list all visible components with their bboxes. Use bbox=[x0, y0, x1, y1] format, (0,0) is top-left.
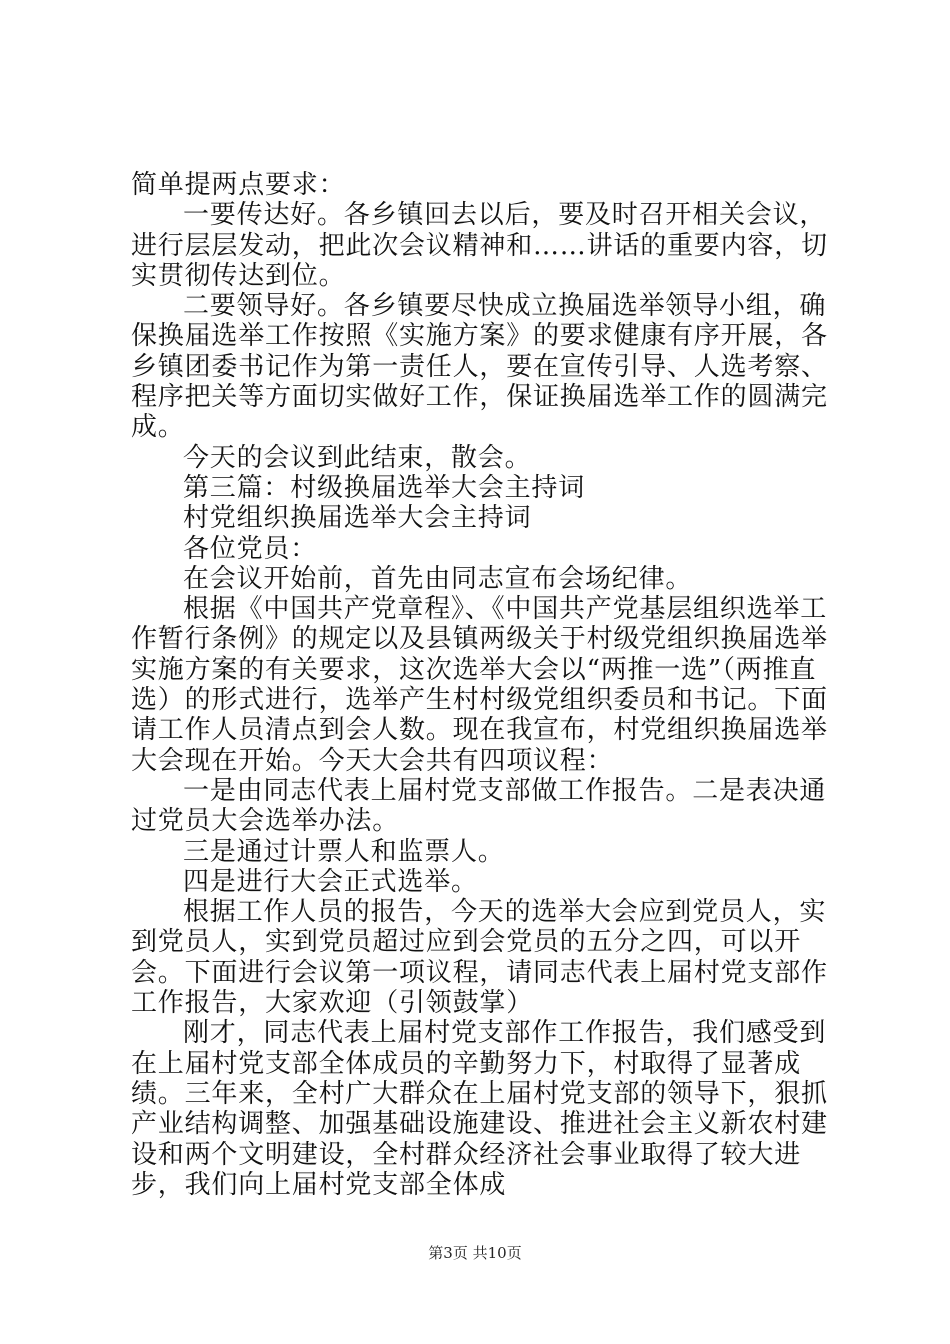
paragraph: 今天的会议到此结束，散会。 bbox=[183, 442, 532, 473]
paragraph: 在会议开始前，首先由同志宣布会场纪律。 bbox=[183, 563, 693, 594]
paragraph: 一是由同志代表上届村党支部做工作报告。二是表决通过党员大会选举办法。 bbox=[131, 775, 827, 837]
paragraph: 根据工作人员的报告，今天的选举大会应到党员人，实到党员人，实到党员超过应到会党员的五分之四，可以开会。下面进行会议第一项议程，请同志代表上届村党支部作工作报告，大家欢迎（引领鼓掌） bbox=[131, 897, 828, 1019]
paragraph: 一要传达好。各乡镇回去以后，要及时召开相关会议，进行层层发动，把此次会议精神和……讲话的重要内容，切实贯彻传达到位。 bbox=[131, 200, 828, 291]
paragraph: 四是进行大会正式选举。 bbox=[183, 866, 478, 897]
paragraph: 二要领导好。各乡镇要尽快成立换届选举领导小组，确保换届选举工作按照《实施方案》的要求健康有序开展，各乡镇团委书记作为第一责任人，要在宣传引导、人选考察、程序把关等方面切实做好工作，保证换届选举工作的圆满完成。 bbox=[131, 291, 828, 443]
document-title: 村党组织换届选举大会主持词 bbox=[183, 503, 532, 534]
salutation: 各位党员： bbox=[183, 533, 318, 564]
document-body bbox=[131, 170, 831, 1200]
paragraph: 简单提两点要求： bbox=[131, 170, 346, 200]
paragraph: 三是通过计票人和监票人。 bbox=[183, 836, 505, 867]
section-heading: 第三篇：村级换届选举大会主持词 bbox=[183, 472, 586, 503]
paragraph: 根据《中国共产党章程》、《中国共产党基层组织选举工作暂行条例》的规定以及县镇两级关于村级党组织换届选举实施方案的有关要求，这次选举大会以“两推一选”（两推直选）的形式进行，选举产生村村级党组织委员和书记。下面请工作人员清点到会人数。现在我宣布，村党组织换届选举大会现在开始。今天大会共有四项议程： bbox=[131, 594, 828, 776]
page-number-footer: 第3页 共10页 bbox=[428, 1244, 522, 1262]
paragraph: 刚才，同志代表上届村党支部作工作报告，我们感受到在上届村党支部全体成员的辛勤努力下，村取得了显著成绩。三年来，全村广大群众在上届村党支部的领导下，狠抓产业结构调整、加强基础设施建设、推进社会主义新农村建设和两个文明建设，全村群众经济社会事业取得了较大进步，我们向上届村党支部全体成 bbox=[131, 1018, 828, 1200]
